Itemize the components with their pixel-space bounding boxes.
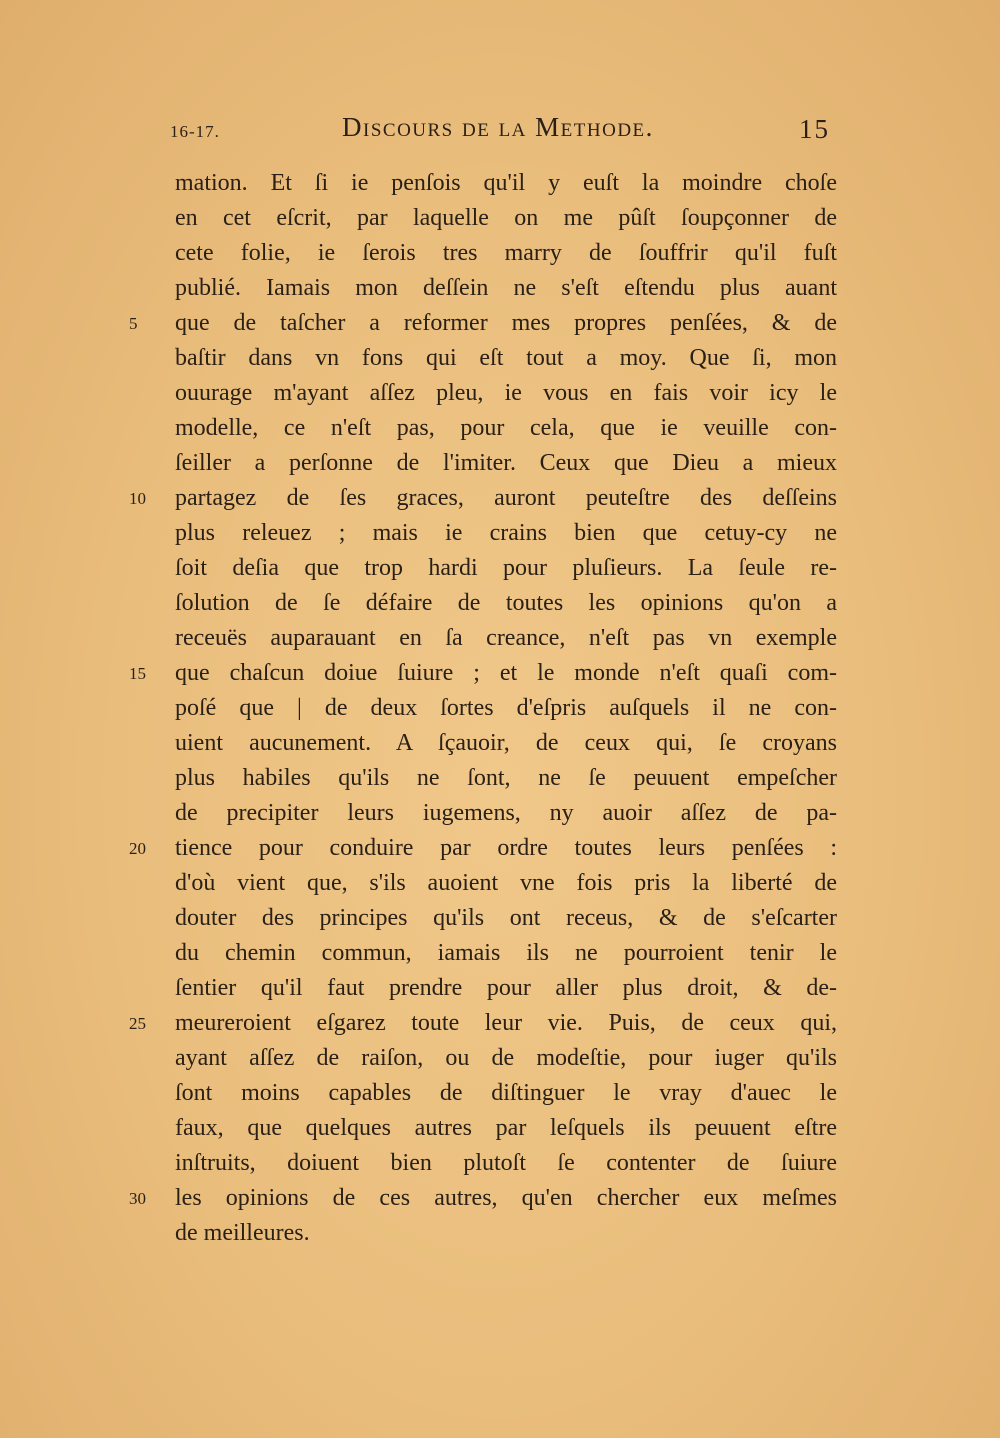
line-text: plus releuez ; mais ie crains bien que cetuy-cy ne	[175, 520, 837, 546]
text-line	[129, 656, 837, 691]
text-line	[175, 236, 837, 271]
line-text: que chaſcun doiue ſuiure ; et le monde n'eſt quaſi com-	[175, 660, 837, 686]
line-text: douter des principes qu'ils ont receus, & de s'eſcarter	[175, 905, 837, 931]
text-line	[175, 796, 837, 831]
text-line	[175, 866, 837, 901]
text-line	[175, 166, 837, 201]
text-line	[129, 1006, 837, 1041]
line-number: 25	[129, 1014, 146, 1033]
body-text	[129, 166, 837, 1251]
line-number: 15	[129, 664, 146, 683]
running-title: Discours de la Methode.	[342, 112, 654, 142]
line-text: ſoit deſia que trop hardi pour pluſieurs. La ſeule re-	[175, 555, 837, 581]
line-text: faux, que quelques autres par leſquels ils peuuent eſtre	[175, 1115, 837, 1141]
line-text: ouurage m'ayant aſſez pleu, ie vous en fais voir icy le	[175, 380, 837, 406]
line-text: mation. Et ſi ie penſois qu'il y euſt la moindre choſe	[175, 170, 837, 196]
line-text: ſeiller a perſonne de l'imiter. Ceux que Dieu a mieux	[175, 450, 837, 476]
text-line	[175, 516, 837, 551]
text-line	[175, 761, 837, 796]
text-line	[175, 446, 837, 481]
text-line	[175, 936, 837, 971]
line-text: meureroient eſgarez toute leur vie. Puis, de ceux qui,	[175, 1010, 837, 1036]
text-line	[175, 1111, 837, 1146]
text-line	[175, 376, 837, 411]
line-text: baſtir dans vn fons qui eſt tout a moy. Que ſi, mon	[175, 345, 837, 371]
line-text: tience pour conduire par ordre toutes leurs penſées :	[175, 835, 837, 861]
text-line	[175, 726, 837, 761]
line-number: 20	[129, 839, 146, 858]
text-line	[175, 1076, 837, 1111]
folio-reference: 16-17.	[170, 122, 220, 141]
text-line	[175, 901, 837, 936]
text-line	[129, 831, 837, 866]
line-number: 5	[129, 314, 138, 333]
line-text: ſentier qu'il faut prendre pour aller plus droit, & de-	[175, 975, 837, 1001]
line-text: cete folie, ie ſerois tres marry de ſouffrir qu'il fuſt	[175, 240, 837, 266]
line-text: ſolution de ſe défaire de toutes les opinions qu'on a	[175, 590, 837, 616]
text-line	[175, 1041, 837, 1076]
text-line	[175, 1216, 837, 1251]
text-line	[129, 306, 837, 341]
text-line	[129, 481, 837, 516]
line-text: inſtruits, doiuent bien plutoſt ſe contenter de ſuiure	[175, 1150, 837, 1176]
line-text: publié. Iamais mon deſſein ne s'eſt eſtendu plus auant	[175, 275, 837, 301]
line-text: de meilleures.	[175, 1220, 310, 1246]
line-text: ſont moins capables de diſtinguer le vray d'auec le	[175, 1080, 837, 1106]
line-number: 10	[129, 489, 146, 508]
text-line	[175, 971, 837, 1006]
line-text: en cet eſcrit, par laquelle on me pûſt ſoupçonner de	[175, 205, 837, 231]
text-line	[129, 1181, 837, 1216]
line-text: d'où vient que, s'ils auoient vne fois pris la liberté de	[175, 870, 837, 896]
line-text: du chemin commun, iamais ils ne pourroient tenir le	[175, 940, 837, 966]
line-text: les opinions de ces autres, qu'en chercher eux meſmes	[175, 1185, 837, 1211]
line-text: partagez de ſes graces, auront peuteſtre des deſſeins	[175, 485, 837, 511]
running-head	[170, 112, 840, 152]
line-text: receuës auparauant en ſa creance, n'eſt pas vn exemple	[175, 625, 837, 651]
line-text: poſé que | de deux ſortes d'eſpris auſquels il ne con-	[175, 695, 837, 721]
line-text: ayant aſſez de raiſon, ou de modeſtie, pour iuger qu'ils	[175, 1045, 837, 1071]
line-text: modelle, ce n'eſt pas, pour cela, que ie veuille con-	[175, 415, 837, 441]
text-line	[175, 271, 837, 306]
line-text: plus habiles qu'ils ne ſont, ne ſe peuuent empeſcher	[175, 765, 837, 791]
line-number: 30	[129, 1189, 146, 1208]
text-line	[175, 586, 837, 621]
line-text: que de taſcher a reformer mes propres penſées, & de	[175, 310, 837, 336]
text-line	[175, 411, 837, 446]
text-line	[175, 551, 837, 586]
text-line	[175, 201, 837, 236]
page-number: 15	[799, 114, 830, 144]
text-line	[175, 621, 837, 656]
line-text: uient aucunement. A ſçauoir, de ceux qui, ſe croyans	[175, 730, 837, 756]
text-line	[175, 691, 837, 726]
text-line	[175, 1146, 837, 1181]
line-text: de precipiter leurs iugemens, ny auoir aſſez de pa-	[175, 800, 837, 826]
text-line	[175, 341, 837, 376]
